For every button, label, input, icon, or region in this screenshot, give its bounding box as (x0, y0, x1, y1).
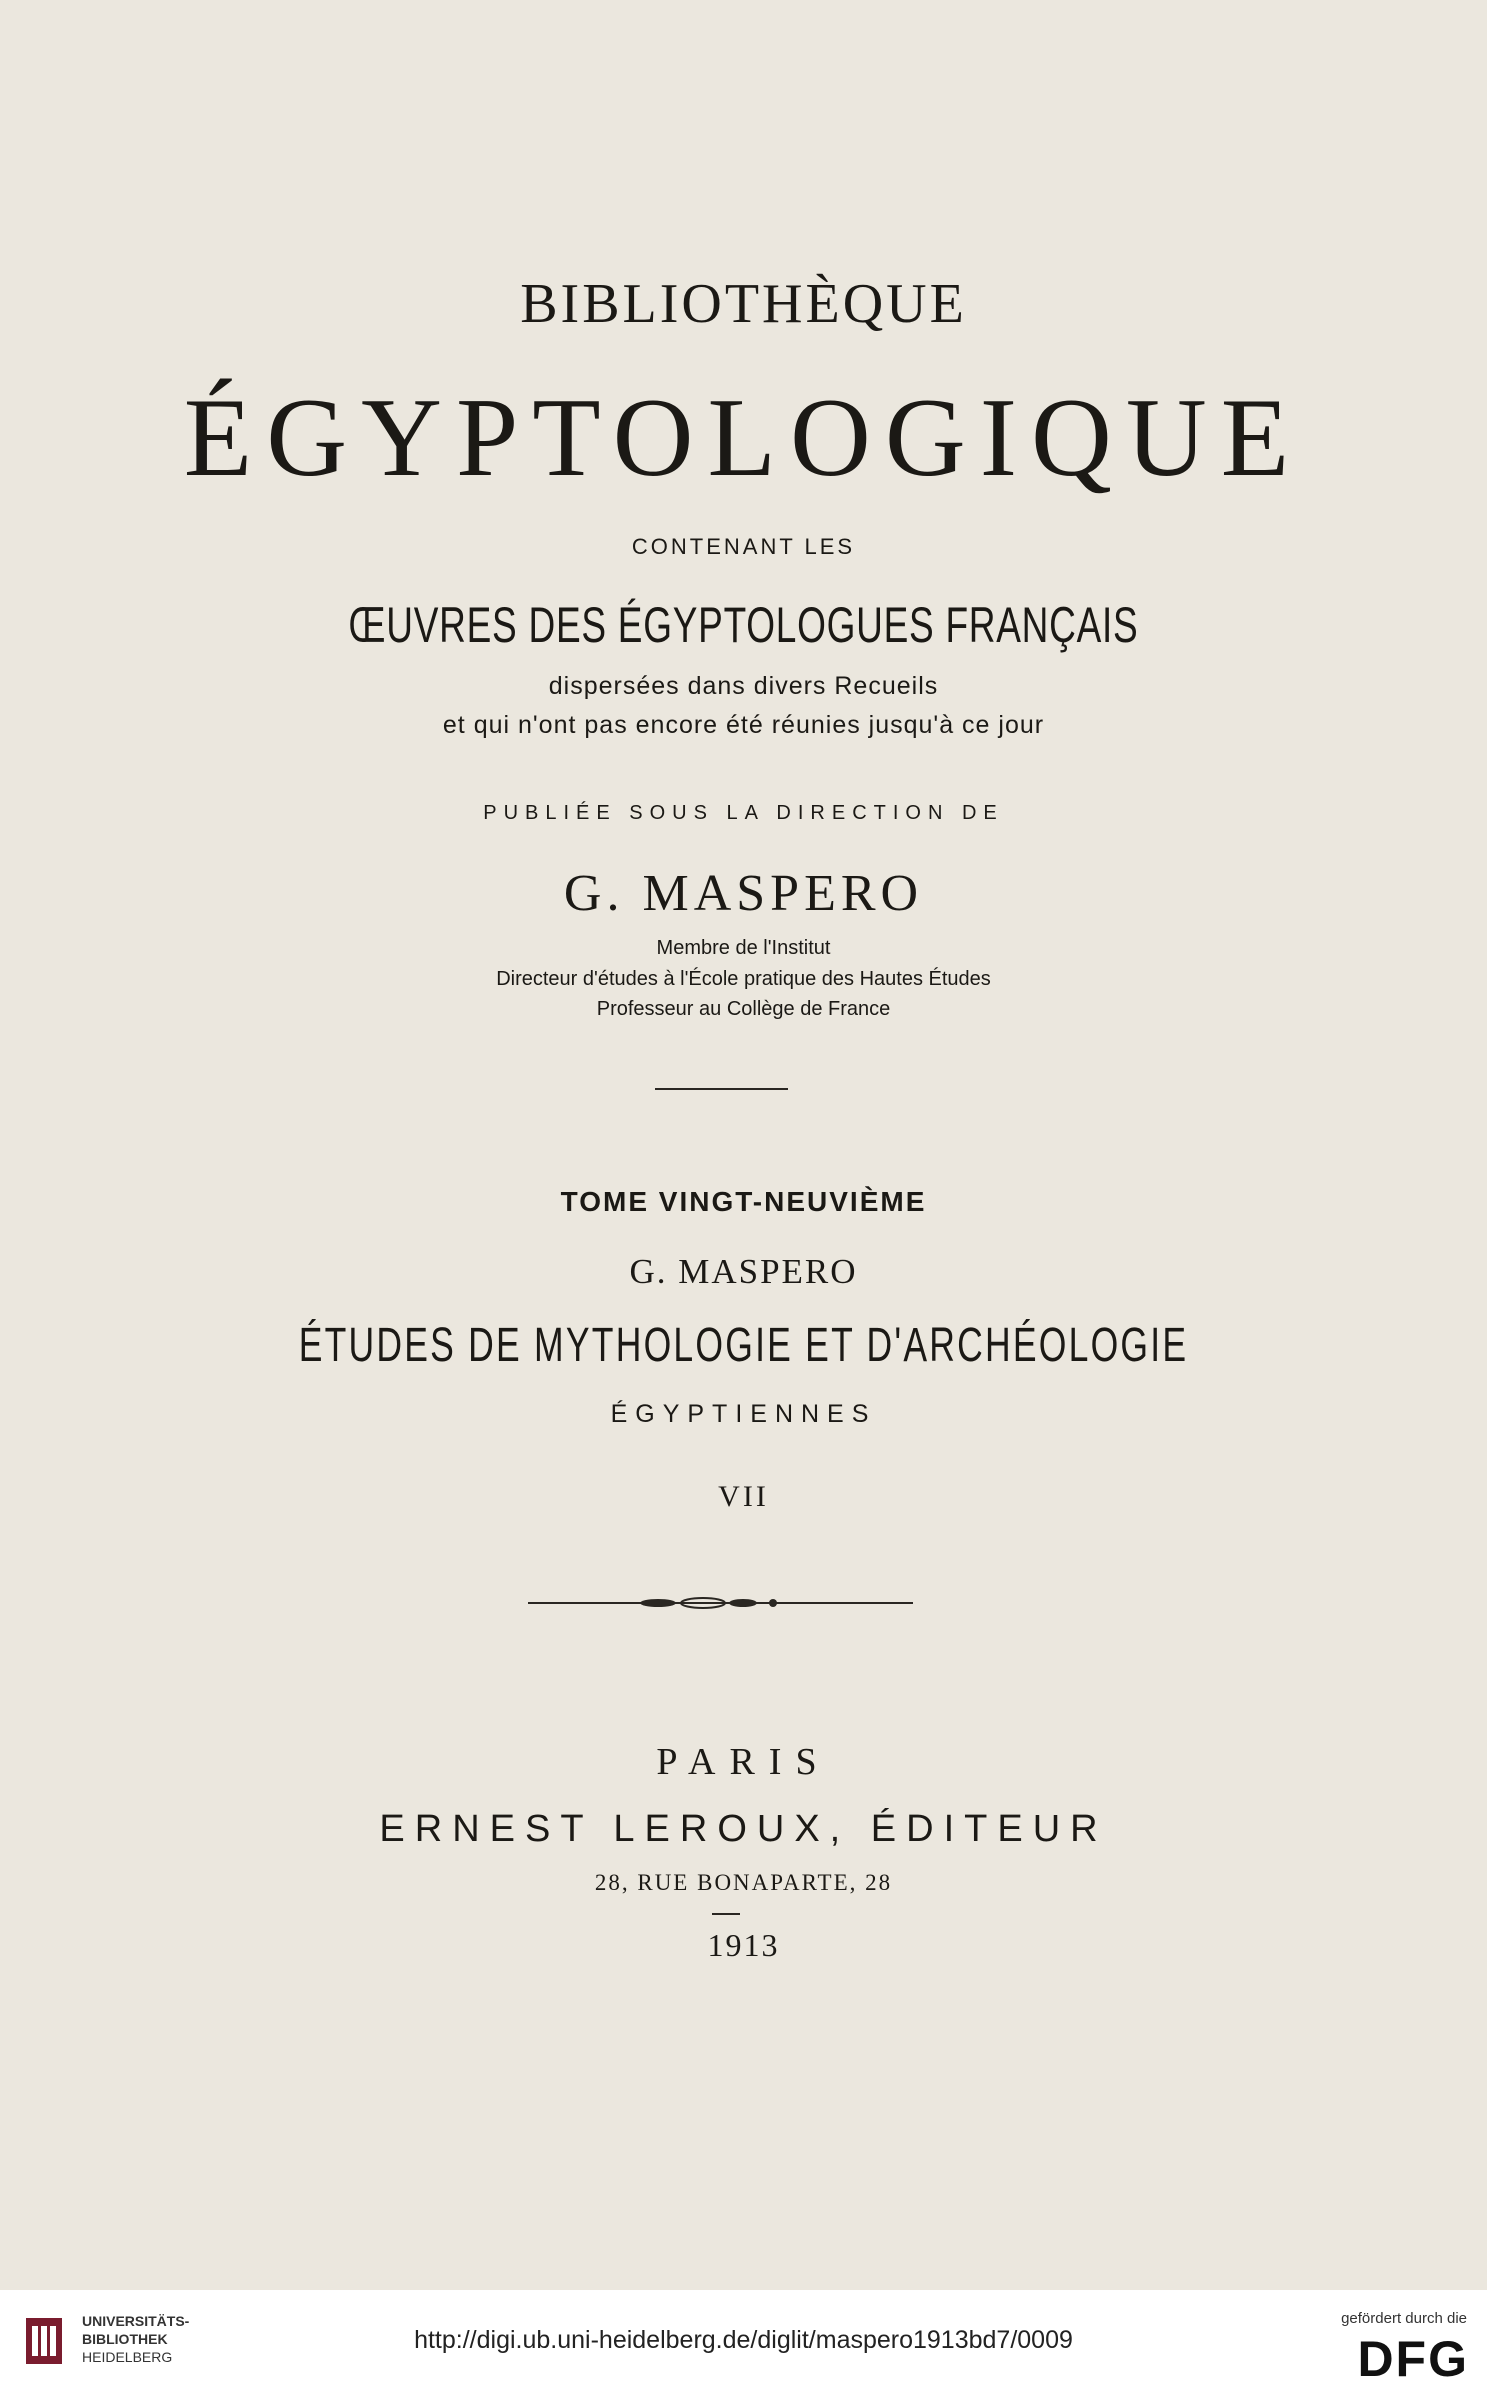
dfg-logo: DFG (1357, 2331, 1469, 2387)
library-line-3: HEIDELBERG (82, 2349, 173, 2365)
tiny-divider (712, 1913, 740, 1915)
oeuvres-heading: ŒUVRES DES ÉGYPTOLOGUES FRANÇAIS (348, 597, 1139, 653)
tome-line: TOME VINGT-NEUVIÈME (560, 1186, 927, 1217)
work-subtitle: ÉGYPTIENNES (610, 1400, 877, 1428)
library-line-1: UNIVERSITÄTS- (82, 2313, 190, 2329)
ornamental-rule (528, 1594, 913, 1612)
digitization-footer (0, 2290, 1487, 2397)
series-title-line2: ÉGYPTOLOGIQUE (183, 376, 1304, 500)
contenant-les: CONTENANT LES (631, 534, 856, 559)
dispersees-line: dispersées dans divers Recueils (548, 672, 939, 700)
reunies-line: et qui n'ont pas encore été réunies jusqu'à ce jour (442, 711, 1045, 739)
short-divider (655, 1088, 788, 1090)
author-name: G. MASPERO (629, 1252, 858, 1291)
publiee-line: PUBLIÉE SOUS LA DIRECTION DE (483, 802, 1004, 824)
publisher: ERNEST LEROUX, ÉDITEUR (379, 1808, 1108, 1850)
city: PARIS (656, 1741, 831, 1783)
editor-role-1: Membre de l'Institut (656, 937, 831, 959)
publisher-address: 28, RUE BONAPARTE, 28 (594, 1870, 893, 1895)
editor-role-3: Professeur au Collège de France (596, 998, 891, 1020)
funding-caption: gefördert durch die (1341, 2310, 1467, 2327)
editor-name: G. MASPERO (563, 865, 924, 922)
series-title-line1: BIBLIOTHÈQUE (520, 273, 967, 335)
editor-role-2: Directeur d'études à l'École pratique des Hautes Études (496, 968, 991, 990)
work-title: ÉTUDES DE MYTHOLOGIE ET D'ARCHÉOLOGIE (298, 1319, 1189, 1372)
library-line-2: BIBLIOTHEK (82, 2331, 168, 2347)
volume-number: VII (718, 1480, 769, 1513)
year: 1913 (707, 1927, 780, 1963)
permalink-url[interactable]: http://digi.ub.uni-heidelberg.de/diglit/maspero1913bd7/0009 (414, 2326, 1073, 2354)
